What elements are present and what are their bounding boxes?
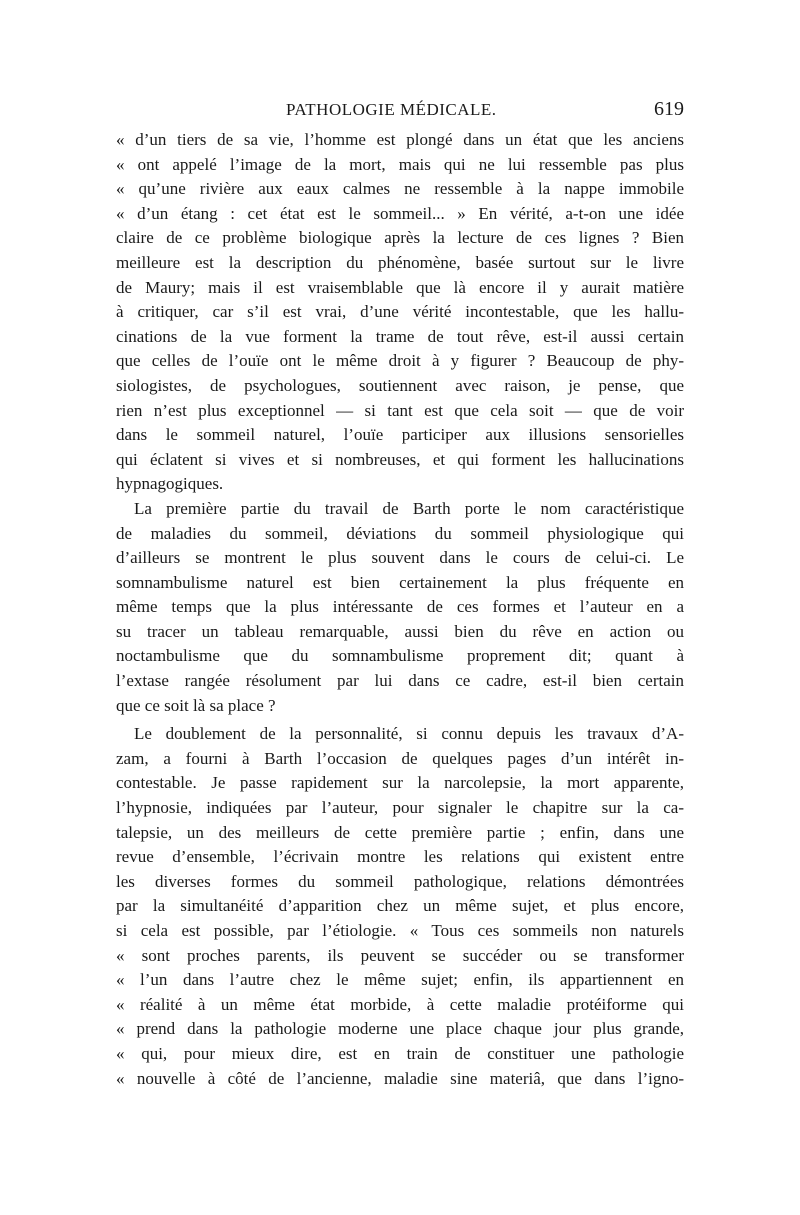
body-text (116, 128, 684, 1091)
text-line: claire de ce problème biologique après la lecture de ces lignes ? Bien (116, 228, 684, 248)
page-header (116, 98, 684, 126)
running-title: PATHOLOGIE MÉDICALE. (286, 100, 497, 119)
text-line: siologistes, de psychologues, soutiennent avec raison, je pense, que (116, 375, 684, 395)
text-line: par la simultanéité d’apparition chez un même sujet, et plus encore, (116, 896, 684, 916)
text-line: rien n’est plus exceptionnel — si tant est que cela soit — que de voir (116, 400, 684, 420)
text-line: Le doublement de la personnalité, si connu depuis les travaux d’A- (134, 724, 684, 744)
text-line: même temps que la plus intéressante de ces formes et l’auteur en a (116, 597, 684, 617)
text-line: « ont appelé l’image de la mort, mais qui ne lui ressemble pas plus (116, 154, 684, 174)
text-line: « prend dans la pathologie moderne une place chaque jour plus grande, (116, 1019, 684, 1039)
text-line: hypnagogiques. (116, 474, 224, 494)
text-line: « réalité à un même état morbide, à cette maladie protéiforme qui (116, 994, 684, 1014)
text-line: que celles de l’ouïe ont le même droit à y figurer ? Beaucoup de phy- (116, 351, 684, 371)
text-line: que ce soit là sa place ? (116, 695, 276, 715)
text-line: à critiquer, car s’il est vrai, d’une vérité incontestable, que les hallu- (116, 302, 684, 322)
text-line: « l’un dans l’autre chez le même sujet; enfin, ils appartiennent en (116, 970, 684, 990)
text-line: d’ailleurs se montrent le plus souvent dans le cours de celui-ci. Le (116, 548, 684, 568)
text-line: « qu’une rivière aux eaux calmes ne ressemble à la nappe immobile (116, 179, 684, 199)
text-line: talepsie, un des meilleurs de cette première partie ; enfin, dans une (116, 822, 684, 842)
text-line: La première partie du travail de Barth porte le nom caractéristique (134, 498, 684, 518)
text-line: les diverses formes du sommeil pathologique, relations démontrées (116, 871, 684, 891)
text-line: noctambulisme que du somnambulisme proprement dit; quant à (116, 646, 684, 666)
page-number: 619 (654, 98, 684, 120)
text-line: « d’un étang : cet état est le sommeil... » En vérité, a-t-on une idée (116, 203, 684, 223)
text-line: dans le sommeil naturel, l’ouïe participer aux illusions sensorielles (116, 425, 684, 445)
text-line: « sont proches parents, ils peuvent se succéder ou se transformer (116, 945, 684, 965)
text-line: somnambulisme naturel est bien certainement la plus fréquente en (116, 572, 684, 592)
text-line: « nouvelle à côté de l’ancienne, maladie sine materiâ, que dans l’igno- (116, 1068, 684, 1088)
text-line: qui éclatent si vives et si nombreuses, et qui forment les hallucinations (116, 449, 684, 469)
text-line: de Maury; mais il est vraisemblable que là encore il y aurait matière (116, 277, 684, 297)
text-line: su tracer un tableau remarquable, aussi bien du rêve en action ou (116, 621, 684, 641)
text-line: si cela est possible, par l’étiologie. « Tous ces sommeils non naturels (116, 921, 684, 940)
text-line: zam, a fourni à Barth l’occasion de quelques pages d’un intérêt in- (116, 748, 684, 768)
text-line: revue d’ensemble, l’écrivain montre les relations qui existent entre (116, 847, 684, 867)
text-line: contestable. Je passe rapidement sur la narcolepsie, la mort apparente, (116, 773, 684, 793)
text-line: « d’un tiers de sa vie, l’homme est plongé dans un état que les anciens (116, 130, 684, 149)
text-line: de maladies du sommeil, déviations du sommeil physiologique qui (116, 523, 684, 543)
text-line: l’hypnosie, indiquées par l’auteur, pour signaler le chapitre sur la ca- (116, 798, 684, 818)
text-line: cinations de la vue forment la trame de tout rêve, est-il aussi certain (116, 326, 684, 346)
text-line: « qui, pour mieux dire, est en train de constituer une pathologie (116, 1043, 684, 1063)
text-line: l’extase rangée résolument par lui dans ce cadre, est-il bien certain (116, 671, 684, 691)
text-line: meilleure est la description du phénomène, basée surtout sur le livre (116, 252, 684, 272)
